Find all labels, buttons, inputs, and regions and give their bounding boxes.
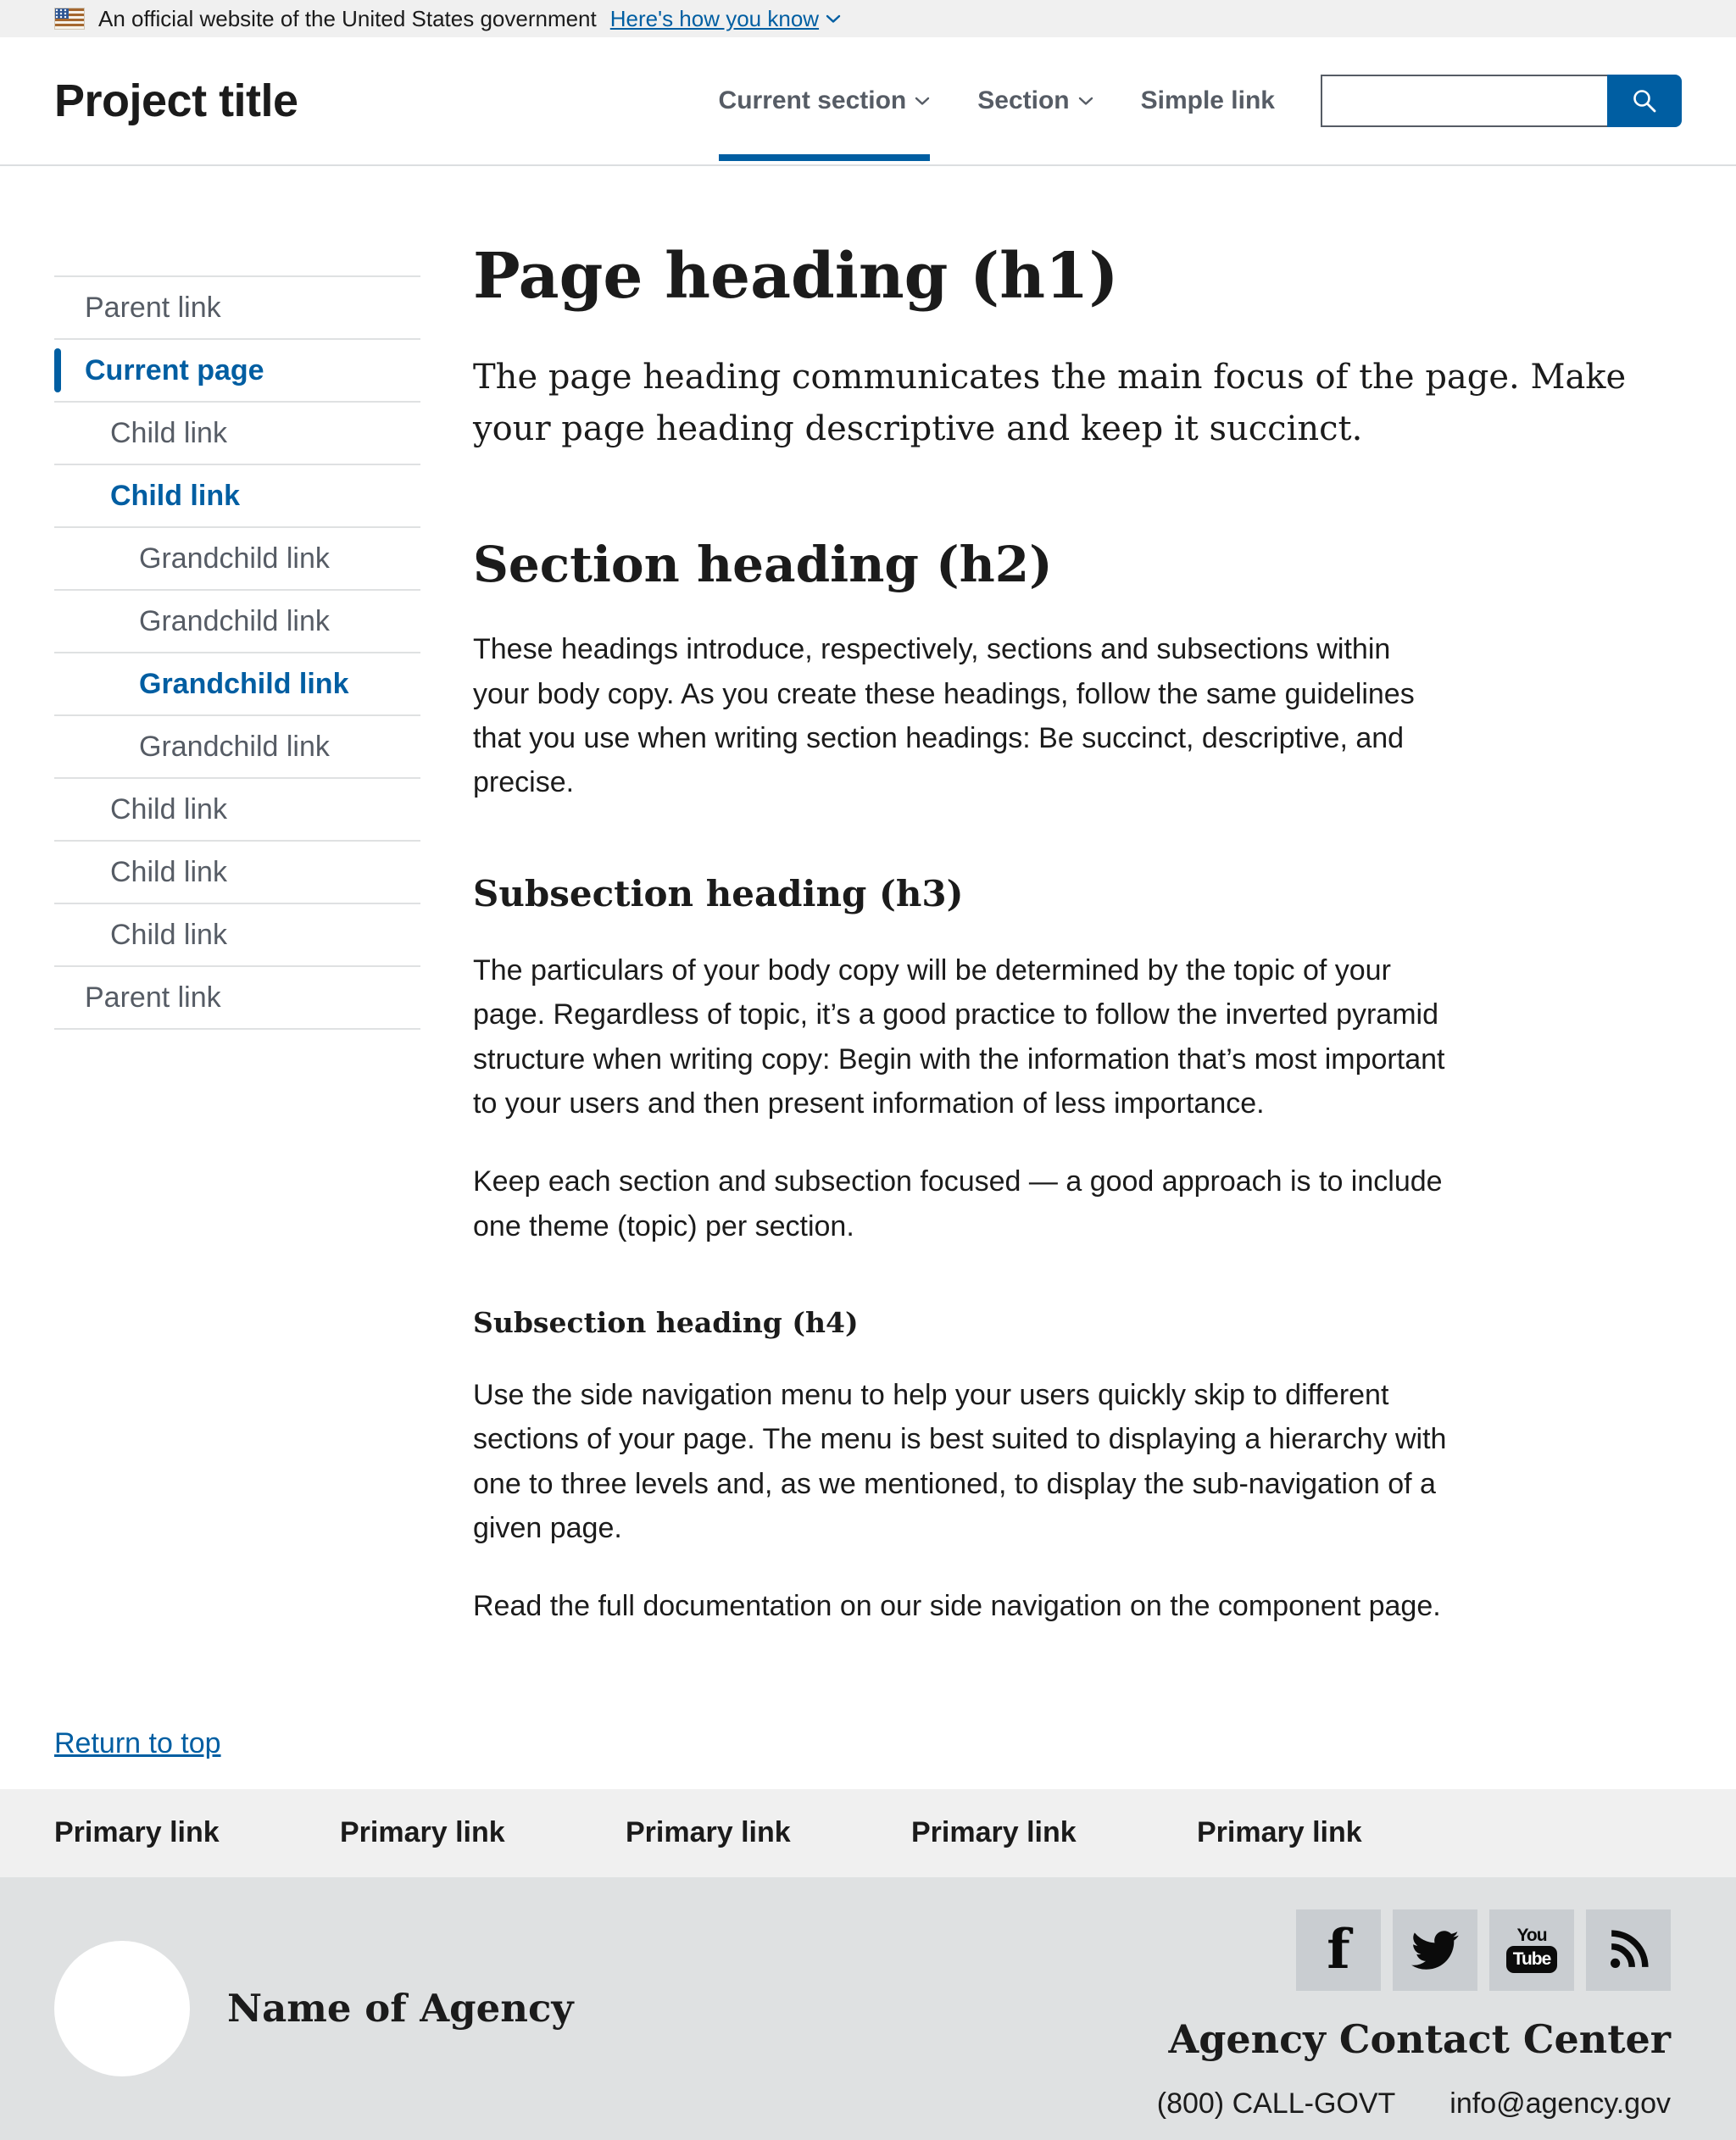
page-heading: Page heading (h1) (473, 240, 1119, 313)
sidenav-child-link[interactable]: Child link (110, 918, 227, 951)
side-navigation (54, 275, 420, 1629)
contact-center-heading: Agency Contact Center (1168, 2015, 1671, 2062)
footer-primary-link[interactable]: Primary link (1197, 1816, 1362, 1849)
footer-primary-link[interactable]: Primary link (911, 1816, 1077, 1849)
nav-item-label: Current section (718, 86, 907, 114)
sidenav-item (54, 777, 420, 840)
return-to-top (0, 1629, 1736, 1789)
sidenav-grandchild-link[interactable]: Grandchild link (139, 604, 330, 637)
main-layout (0, 166, 1736, 1629)
facebook-icon: f (1327, 1917, 1350, 1982)
youtube-icon-text-bottom: Tube (1506, 1946, 1558, 1973)
return-to-top-link[interactable]: Return to top (54, 1726, 221, 1759)
site-header (0, 37, 1736, 166)
nav-item-section[interactable] (977, 37, 1093, 164)
sidenav-list (54, 275, 420, 1030)
section-heading: Section heading (h2) (473, 536, 1053, 594)
search-button[interactable] (1607, 75, 1682, 127)
sidenav-item-active (54, 464, 420, 526)
banner-how-you-know-link[interactable] (610, 6, 841, 32)
sidenav-parent-link[interactable]: Parent link (85, 981, 221, 1014)
sidenav-item (54, 401, 420, 464)
nav-item-label: Simple link (1140, 86, 1275, 114)
contact-email-link[interactable]: info@agency.gov (1449, 2087, 1671, 2120)
sidenav-item-current (54, 338, 420, 401)
twitter-link[interactable] (1393, 1909, 1477, 1991)
body-paragraph: Keep each section and subsection focused — a good approach is to include one theme (topic) per section. (473, 1165, 1443, 1242)
agency-name: Name of Agency (227, 1986, 574, 2032)
footer-contact-block (1157, 1909, 1671, 2121)
contact-row (1157, 2087, 1671, 2121)
search-input[interactable] (1321, 75, 1607, 127)
primary-nav (719, 37, 1275, 164)
twitter-icon (1411, 1926, 1459, 1974)
youtube-icon-text-top: You (1516, 1926, 1547, 1946)
chevron-down-icon (915, 96, 930, 106)
youtube-link[interactable] (1489, 1909, 1574, 1991)
footer-primary-link[interactable]: Primary link (626, 1816, 791, 1849)
sidenav-item (54, 589, 420, 652)
agency-identity (54, 1941, 574, 2076)
youtube-icon (1506, 1926, 1558, 1973)
sidenav-child-link[interactable]: Child link (110, 855, 227, 888)
site-title: Project title (54, 75, 298, 126)
search-form (1321, 75, 1682, 127)
footer-secondary (0, 1877, 1736, 2140)
contact-phone-link[interactable]: (800) CALL-GOVT (1156, 2087, 1396, 2120)
sidenav-grandchild-link[interactable]: Grandchild link (139, 542, 330, 575)
nav-item-label: Section (977, 86, 1070, 114)
banner-link-label: Here's how you know (609, 5, 820, 31)
sidenav-item (54, 526, 420, 589)
footer-primary-nav (0, 1789, 1736, 1877)
site-footer (0, 1789, 1736, 2140)
body-paragraph: Read the full documentation on our side navigation on the component page. (473, 1590, 1441, 1623)
search-icon (1630, 86, 1659, 115)
sidenav-child-link[interactable]: Child link (110, 479, 240, 512)
banner-text: An official website of the United States government (98, 5, 597, 31)
sidenav-parent-link[interactable]: Parent link (85, 291, 221, 324)
main-content (473, 166, 1682, 1629)
subsection-heading-h4: Subsection heading (h4) (473, 1305, 859, 1339)
social-links (1296, 1909, 1671, 1991)
sidenav-item (54, 714, 420, 777)
facebook-link[interactable] (1296, 1909, 1381, 1991)
agency-logo (54, 1941, 190, 2076)
sidenav-item-active (54, 652, 420, 714)
subsection-heading-h3: Subsection heading (h3) (473, 872, 964, 914)
body-paragraph: These headings introduce, respectively, sections and subsections within your body copy. As you create these headings, follow the same guidelines that you use when writing section headings: Be succinct, descriptive, and precise. (473, 633, 1415, 799)
sidenav-item (54, 275, 420, 338)
sidenav-child-link[interactable]: Child link (110, 792, 227, 825)
us-flag-icon (54, 8, 85, 30)
sidenav-item (54, 903, 420, 965)
nav-item-current-section[interactable] (719, 37, 931, 164)
chevron-down-icon (826, 14, 841, 24)
sidenav-child-link[interactable]: Child link (110, 416, 227, 449)
intro-text: The page heading communicates the main focus of the page. Make your page heading descriptive and keep it succinct. (473, 357, 1627, 448)
body-paragraph: Use the side navigation menu to help your users quickly skip to different sections of your page. The menu is best suited to displaying a hierarchy with one to three levels and, as we mentioned, to display the sub-navigation of a given page. (473, 1378, 1447, 1545)
sidenav-item (54, 840, 420, 903)
footer-primary-link[interactable]: Primary link (340, 1816, 505, 1849)
flag-canton (55, 8, 69, 19)
gov-banner (0, 0, 1736, 37)
body-paragraph: The particulars of your body copy will be determined by the topic of your page. Regardless of topic, it’s a good practice to follow the inverted pyramid structure when writing copy: Begin with the information that’s most important to your users and then present information of less importance. (473, 953, 1445, 1120)
sidenav-grandchild-link[interactable]: Grandchild link (139, 730, 330, 763)
chevron-down-icon (1078, 96, 1093, 106)
sidenav-item (54, 965, 420, 1030)
sidenav-current-page-link[interactable]: Current page (54, 340, 420, 401)
rss-link[interactable] (1586, 1909, 1671, 1991)
sidenav-grandchild-link[interactable]: Grandchild link (139, 667, 349, 700)
nav-item-simple-link[interactable] (1141, 37, 1275, 164)
rss-icon (1605, 1926, 1652, 1974)
footer-primary-link[interactable]: Primary link (54, 1816, 220, 1849)
